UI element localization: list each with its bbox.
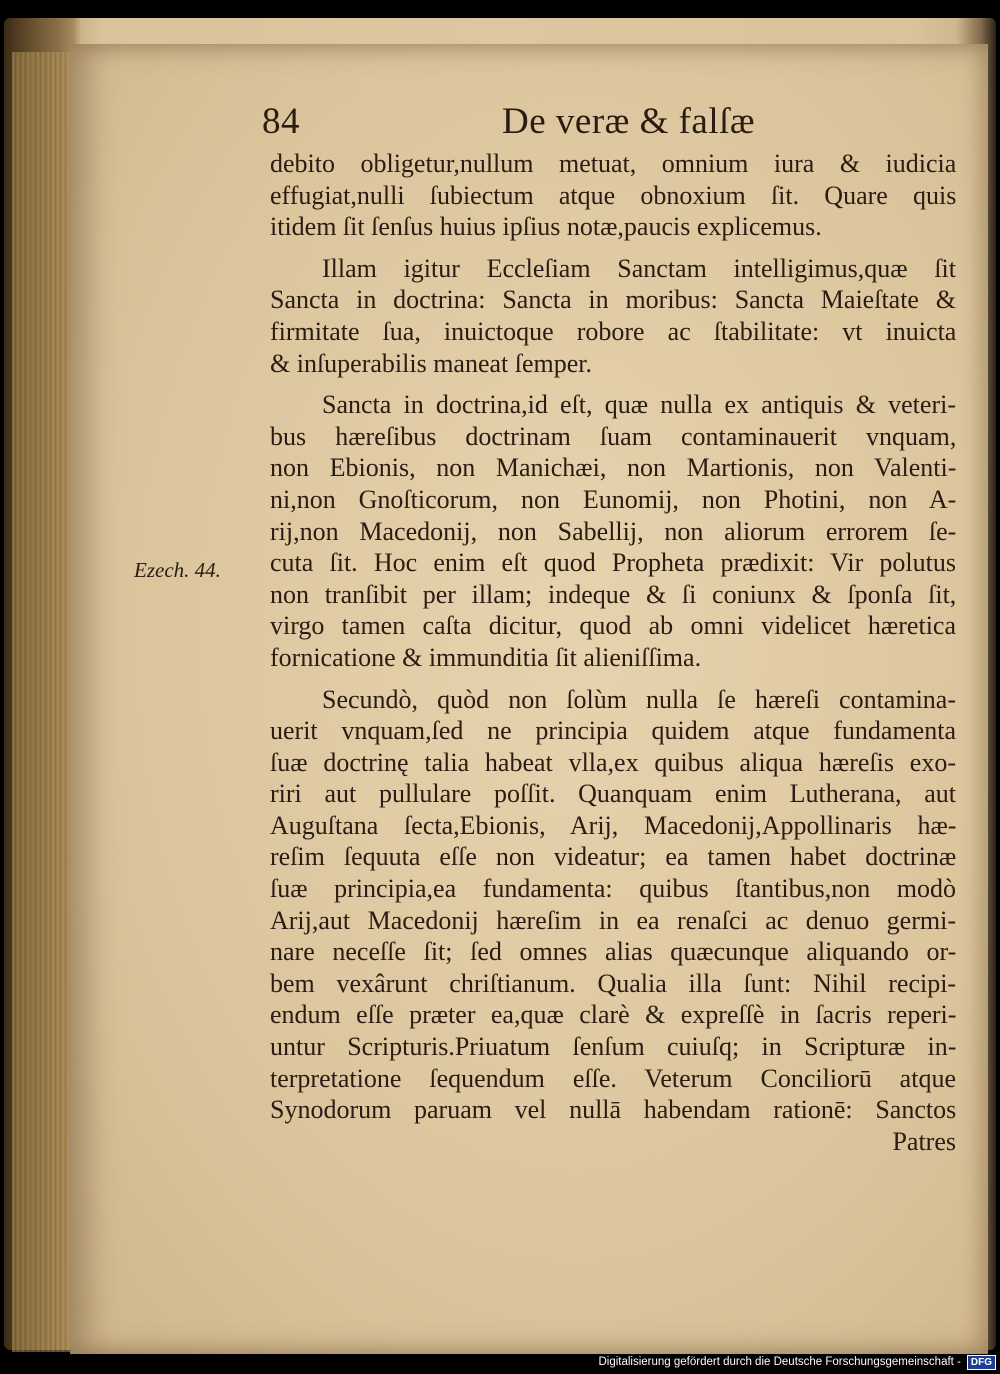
running-head: De veræ & falſæ — [502, 101, 756, 142]
text-line: Secundò, quòd non ſolùm nulla ſe hæreſi contamina- — [322, 684, 956, 714]
text-line: reſim ſequuta eſſe non videatur; ea tamen habet doctrinæ — [270, 842, 957, 872]
text-line: non tranſibit per illam; indeque & ſi coniunx & ſponſa ſit, — [270, 579, 957, 609]
paragraph — [270, 389, 956, 673]
text-line: nare neceſſe ſit; ſed omnes alias quæcunque aliquando or- — [270, 937, 957, 967]
text-line: Arij,aut Macedonij hæreſim in ea renaſci ac denuo germi- — [270, 905, 956, 935]
text-line: bus hæreſibus doctrinam ſuam contaminauerit vnquam, — [270, 421, 957, 451]
text-line: endum eſſe præter ea,quæ clarè & expreſſè in ſacris reperi- — [270, 1000, 957, 1030]
text-line: ſuæ principia,ea fundamenta: quibus ſtantibus,non modò — [270, 874, 956, 904]
page-header — [262, 100, 962, 140]
text-line: uerit vnquam,ſed ne principia quidem atque fundamenta — [270, 716, 956, 746]
text-line: Sancta in doctrina: Sancta in moribus: Sancta Maieſtate & — [270, 285, 956, 315]
body-text — [270, 148, 956, 1157]
paragraph — [270, 253, 956, 379]
text-line: & inſuperabilis maneat ſemper. — [270, 348, 593, 378]
text-line: fornicatione & immunditia ſit alieniſſima. — [270, 642, 702, 672]
text-line: Sancta in doctrina,id eſt, quæ nulla ex antiquis & veteri- — [322, 390, 956, 420]
text-line: debito obligetur,nullum metuat, omnium iura & iudicia — [270, 149, 957, 178]
paragraph — [270, 684, 956, 1158]
text-line: virgo tamen caſta dicitur, quod ab omni videlicet hæretica — [270, 611, 956, 641]
text-line: bem vexârunt chriſtianum. Qualia illa ſunt: Nihil recipi- — [270, 968, 957, 998]
text-line: rij,non Macedonij, non Sabellij, non aliorum errorem ſe- — [270, 516, 957, 546]
text-line: non Ebionis, non Manichæi, non Martionis, non Valenti- — [270, 453, 957, 483]
page-number: 84 — [262, 101, 300, 142]
text-line: firmitate ſua, inuictoque robore ac ſtabilitate: vt inuicta — [270, 316, 957, 346]
catchword: Patres — [892, 1126, 956, 1156]
page-edge — [12, 52, 70, 1352]
text-line: riri aut pullulare poſſit. Quanquam enim Lutherana, aut — [270, 779, 956, 809]
text-line: ni,non Gnoſticorum, non Eunomij, non Photini, non A- — [270, 484, 957, 514]
text-line: itidem ſit ſenſus huius ipſius notæ,paucis explicemus. — [270, 212, 822, 242]
text-line: untur Scripturis.Priuatum ſenſum cuiuſq; in Scripturæ in- — [270, 1032, 957, 1062]
paragraph — [270, 148, 956, 243]
text-line: terpretatione ſequendum eſſe. Veterum Conciliorū atque — [270, 1063, 956, 1093]
text-line: cuta ſit. Hoc enim eſt quod Propheta prædixit: Vir polutus — [270, 548, 956, 578]
footer — [598, 1352, 996, 1372]
text-line: ſuæ doctrinę talia habeat vlla,ex quibus aliqua hæreſis exo- — [270, 747, 956, 777]
margin-note: Ezech. 44. — [134, 558, 221, 582]
footer-text: Digitalisierung gefördert durch die Deutsche Forschungsgemeinschaft - — [598, 1356, 961, 1368]
text-line: Illam igitur Eccleſiam Sanctam intelligimus,quæ ſit — [322, 253, 956, 283]
text-line: Auguſtana ſecta,Ebionis, Arij, Macedonij,Appollinaris hæ- — [270, 810, 957, 840]
dfg-logo: DFG — [967, 1355, 996, 1370]
text-line: Synodorum paruam vel nullā habendam rationē: Sanctos — [270, 1095, 957, 1125]
text-line: effugiat,nulli ſubiectum atque obnoxium ſit. Quare quis — [270, 180, 957, 210]
